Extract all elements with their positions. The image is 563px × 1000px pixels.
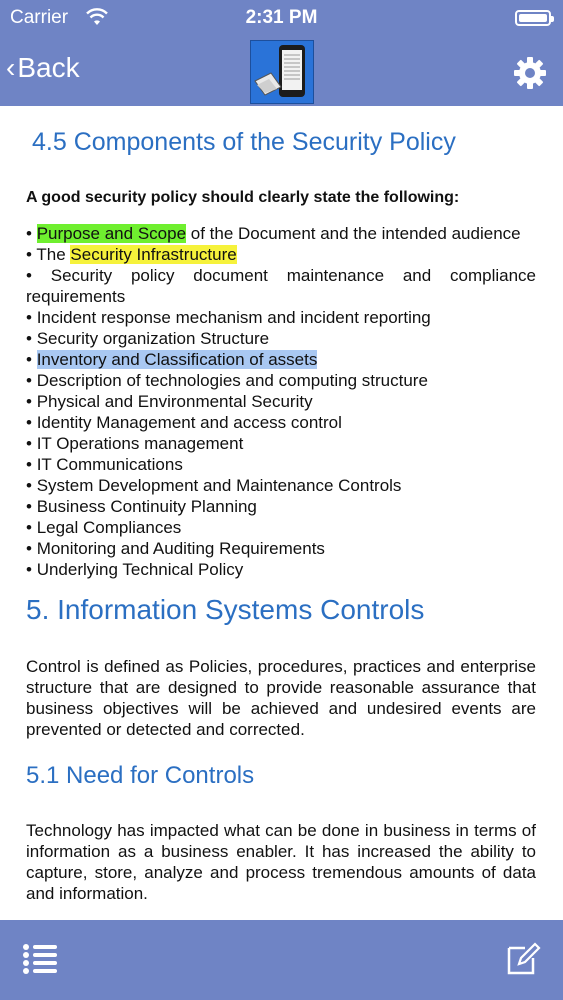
back-label: Back bbox=[17, 52, 80, 83]
bullet-dot: • bbox=[26, 266, 51, 285]
bullet-dot: • bbox=[26, 245, 37, 264]
bullet-item bbox=[26, 349, 536, 370]
chapter-heading: 5. Information Systems Controls bbox=[26, 594, 425, 625]
bullet-text: Underlying Technical Policy bbox=[36, 560, 244, 579]
bullet-text: IT Operations management bbox=[36, 434, 244, 453]
bullet-text: Security organization Structure bbox=[36, 329, 270, 348]
bullet-text: The bbox=[36, 245, 71, 264]
bullet-dot: • bbox=[26, 476, 37, 495]
article-content bbox=[26, 106, 536, 920]
bullet-text: Legal Compliances bbox=[36, 518, 182, 537]
bullet-item bbox=[26, 265, 536, 307]
bullet-list bbox=[26, 223, 536, 580]
bullet-dot: • bbox=[26, 224, 37, 243]
bullet-item bbox=[26, 538, 536, 559]
bullet-item bbox=[26, 307, 536, 328]
bullet-item bbox=[26, 412, 536, 433]
bullet-item bbox=[26, 223, 536, 244]
bullet-item bbox=[26, 328, 536, 349]
subsection-heading: 5.1 Need for Controls bbox=[26, 762, 255, 789]
edit-icon[interactable] bbox=[505, 940, 541, 976]
bullet-item bbox=[26, 370, 536, 391]
bullet-item bbox=[26, 433, 536, 454]
bullet-dot: • bbox=[26, 329, 37, 348]
highlighted-text[interactable]: Security Infrastructure bbox=[70, 245, 237, 264]
bullet-dot: • bbox=[26, 434, 37, 453]
bullet-item bbox=[26, 517, 536, 538]
bullet-dot: • bbox=[26, 350, 37, 369]
carrier-label: Carrier bbox=[10, 7, 69, 28]
back-button[interactable] bbox=[6, 52, 80, 84]
bullet-text: of the Document and the intended audience bbox=[186, 224, 521, 243]
gear-icon[interactable] bbox=[513, 56, 547, 90]
navigation-bar bbox=[0, 0, 563, 106]
bullet-dot: • bbox=[26, 518, 37, 537]
chevron-left-icon: ‹ bbox=[6, 52, 16, 83]
bullet-text: Incident response mechanism and incident reporting bbox=[36, 308, 431, 327]
phone-book-app-icon bbox=[250, 40, 314, 104]
bullet-text: Security policy document maintenance and compliance requirements bbox=[26, 266, 536, 306]
bullet-text: Identity Management and access control bbox=[36, 413, 342, 432]
bullet-item bbox=[26, 454, 536, 475]
bullet-dot: • bbox=[26, 455, 37, 474]
bullet-text: Business Continuity Planning bbox=[36, 497, 257, 516]
bullet-text: Description of technologies and computing structure bbox=[36, 371, 428, 390]
lead-text: A good security policy should clearly state the following: bbox=[26, 189, 460, 206]
bullet-text: System Development and Maintenance Controls bbox=[36, 476, 402, 495]
highlighted-text[interactable]: Purpose and Scope bbox=[36, 224, 187, 243]
bullet-dot: • bbox=[26, 497, 37, 516]
list-icon[interactable] bbox=[22, 942, 58, 976]
bottom-toolbar bbox=[0, 920, 563, 1000]
chapter-paragraph: Control is defined as Policies, procedures, practices and enterprise structure that are designed to provide reasonable assurance that business objectives will be achieved and undesired events are prevented or detected and corrected. bbox=[26, 657, 536, 739]
bullet-dot: • bbox=[26, 371, 37, 390]
battery-icon bbox=[515, 10, 551, 26]
bullet-text: Monitoring and Auditing Requirements bbox=[36, 539, 325, 558]
subsection-paragraph: Technology has impacted what can be done in business in terms of information as a business enabler. It has increased the ability to capture, store, analyze and process tremendous amounts of data and information. bbox=[26, 821, 536, 903]
section-heading: 4.5 Components of the Security Policy bbox=[32, 128, 456, 156]
bullet-item bbox=[26, 559, 536, 580]
bullet-item bbox=[26, 496, 536, 517]
status-bar bbox=[0, 0, 563, 36]
bullet-dot: • bbox=[26, 308, 37, 327]
bullet-text: Physical and Environmental Security bbox=[36, 392, 313, 411]
bullet-item bbox=[26, 244, 536, 265]
bullet-dot: • bbox=[26, 560, 37, 579]
clock: 2:31 PM bbox=[245, 7, 318, 28]
bullet-dot: • bbox=[26, 539, 37, 558]
bullet-item bbox=[26, 475, 536, 496]
bullet-dot: • bbox=[26, 413, 37, 432]
highlighted-text[interactable]: Inventory and Classification of assets bbox=[36, 350, 318, 369]
bullet-text: IT Communications bbox=[36, 455, 183, 474]
bullet-dot: • bbox=[26, 392, 37, 411]
bullet-item bbox=[26, 391, 536, 412]
